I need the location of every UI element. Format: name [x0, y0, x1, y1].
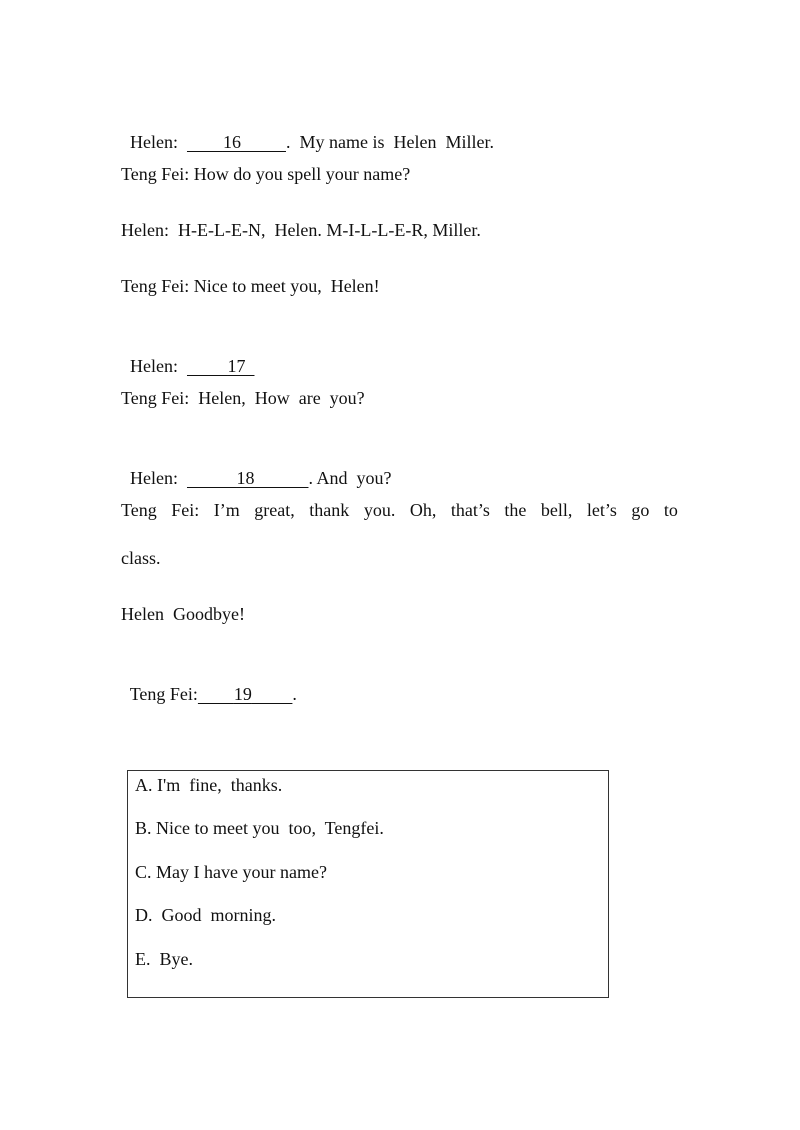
- answer-options-box: [127, 770, 609, 998]
- blank-number: 16: [222, 132, 241, 152]
- word: you.: [363, 500, 396, 520]
- word: to: [663, 500, 678, 520]
- answer-blank-17[interactable]: [187, 354, 255, 378]
- answer-blank-19[interactable]: [198, 682, 293, 706]
- dialogue-line-7: [121, 442, 391, 490]
- speaker-label: Helen:: [130, 468, 187, 488]
- answer-blank-16[interactable]: [187, 130, 286, 154]
- dialogue-line-8: [121, 498, 678, 522]
- word: Fei:: [171, 500, 200, 520]
- option-c: C. May I have your name?: [135, 862, 327, 882]
- dialogue-line-10: Helen Goodbye!: [121, 604, 245, 624]
- blank-number: 19: [233, 684, 252, 704]
- word: great,: [254, 500, 295, 520]
- dialogue-line-11: [121, 658, 297, 706]
- dialogue-line-4: Teng Fei: Nice to meet you, Helen!: [121, 276, 380, 296]
- option-d: D. Good morning.: [135, 905, 276, 925]
- dialogue-line-3: Helen: H-E-L-E-N, Helen. M-I-L-L-E-R, Miller.: [121, 220, 481, 240]
- line-text: . My name is Helen Miller.: [285, 132, 494, 152]
- answer-blank-18[interactable]: [187, 466, 309, 490]
- word: that’s: [450, 500, 490, 520]
- option-a: A. I'm fine, thanks.: [135, 775, 283, 795]
- dialogue-line-6: Teng Fei: Helen, How are you?: [121, 388, 365, 408]
- blank-number: 17: [227, 356, 246, 376]
- option-e: E. Bye.: [135, 949, 193, 969]
- dialogue-line-9: class.: [121, 548, 161, 568]
- word: Oh,: [409, 500, 437, 520]
- word: let’s: [586, 500, 617, 520]
- word: go: [631, 500, 650, 520]
- line-text: . And you?: [308, 468, 392, 488]
- dialogue-line-1: [121, 106, 494, 154]
- option-b: B. Nice to meet you too, Tengfei.: [135, 818, 384, 838]
- speaker-label: Helen:: [130, 356, 187, 376]
- dialogue-line-2: Teng Fei: How do you spell your name?: [121, 164, 411, 184]
- word: the: [504, 500, 527, 520]
- word: I’m: [213, 500, 240, 520]
- line-text: .: [292, 684, 297, 704]
- word: bell,: [540, 500, 573, 520]
- dialogue-line-5: [121, 330, 254, 378]
- blank-number: 18: [236, 468, 255, 488]
- word: Teng: [121, 500, 157, 520]
- word: thank: [309, 500, 350, 520]
- speaker-label: Teng Fei:: [129, 684, 198, 704]
- speaker-label: Helen:: [130, 132, 187, 152]
